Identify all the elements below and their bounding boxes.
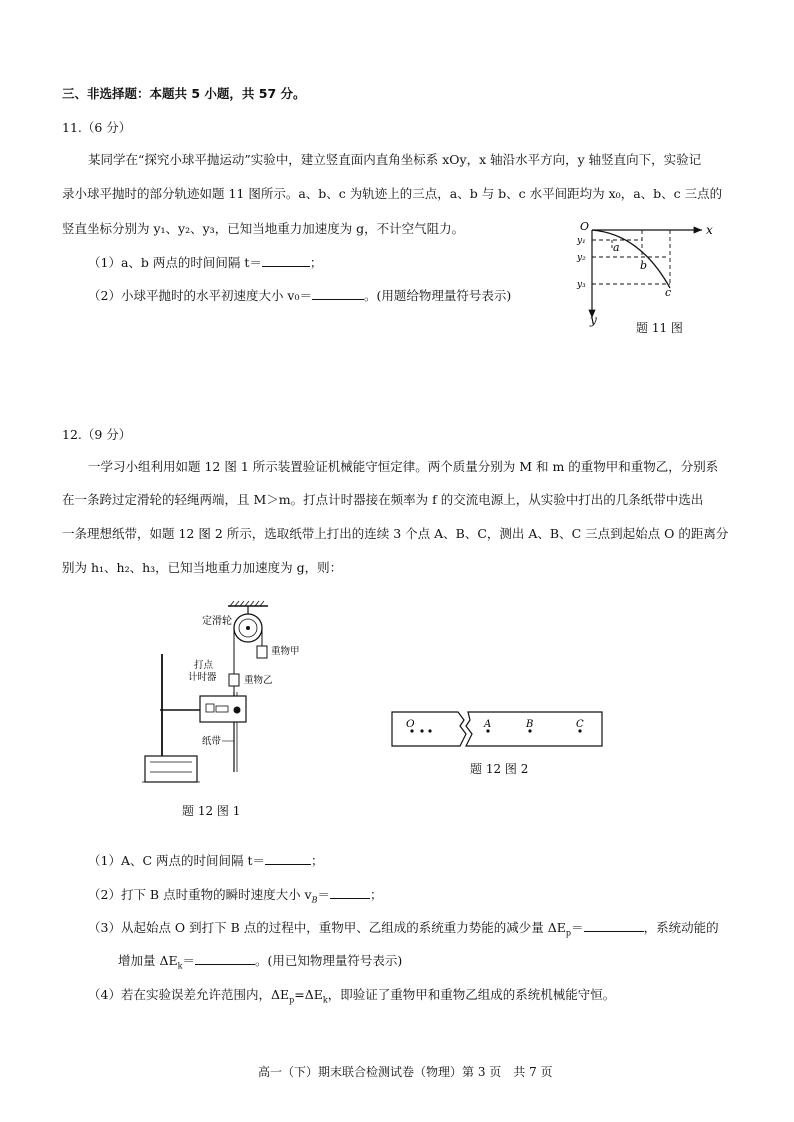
q12-sub2-equals: ＝ bbox=[317, 887, 331, 902]
q12-sub4-text-c: ，即验证了重物甲和重物乙组成的系统机械能守恒。 bbox=[327, 987, 616, 1002]
q12-sub3-text-a: （3）从起始点 O 到打下 B 点的过程中，重物甲、乙组成的系统重力势能的减少量 ΔE bbox=[88, 920, 566, 935]
y-axis-label: y bbox=[590, 313, 597, 327]
q12-sub3-kinetic-blank[interactable] bbox=[195, 952, 255, 965]
q12-sub2-end: ； bbox=[370, 887, 383, 902]
y1-label: y₁ bbox=[577, 236, 586, 246]
q11-paragraph-line-3: 竖直坐标分别为 y₁、y₂、y₃，已知当地重力加速度为 g，不计空气阻力。 bbox=[62, 221, 465, 236]
q12-sub-question-1 bbox=[88, 851, 324, 869]
q12-figure-1-caption: 题 12 图 1 bbox=[182, 804, 241, 818]
q12-sub2-answer-blank[interactable] bbox=[330, 886, 370, 899]
x-axis-label: x bbox=[706, 223, 713, 237]
q12-sub-question-3-line-1 bbox=[88, 918, 719, 938]
q11-sub1-end: ； bbox=[309, 255, 323, 270]
q12-sub4-text-b: =ΔE bbox=[294, 987, 323, 1002]
q12-sub-question-3-line-2 bbox=[118, 951, 402, 971]
q11-paragraph-line-2: 录小球平抛时的部分轨迹如题 11 图所示。a、b、c 为轨迹上的三点，a、b 与 b、c 水平间距均为 x₀，a、b、c 三点的 bbox=[62, 186, 723, 201]
q12-sub3-text-e: 。(用已知物理量符号表示) bbox=[255, 953, 403, 968]
q12-paragraph-line-3: 一条理想纸带，如题 12 图 2 所示，选取纸带上打出的连续 3 个点 A、B、C，测出 A、B、C 三点到起始点 O 的距离分 bbox=[62, 526, 729, 541]
q12-sub3-equals-2: ＝ bbox=[182, 953, 196, 968]
q12-sub4-text-a: （4）若在实验误差允许范围内，ΔE bbox=[88, 987, 290, 1002]
y3-label: y₃ bbox=[577, 280, 586, 290]
tape-label: 纸带 bbox=[202, 736, 222, 747]
q12-paper-tape-figure bbox=[390, 708, 605, 750]
tape-label-a: A bbox=[484, 719, 492, 730]
weight-yi-label: 重物乙 bbox=[244, 675, 273, 686]
q11-sub2-text: （2）小球平抛时的水平初速度大小 v₀＝ bbox=[88, 288, 312, 303]
q12-paragraph-line-2: 在一条跨过定滑轮的轻绳两端，且 M＞m。打点计时器接在频率为 f 的交流电源上，从实验中打出的几条纸带中选出 bbox=[62, 492, 704, 507]
q12-sub2-subscript: B bbox=[311, 895, 318, 905]
q11-sub1-answer-blank[interactable] bbox=[262, 254, 310, 267]
q11-figure-caption: 题 11 图 bbox=[636, 321, 683, 335]
weight-jia-block bbox=[257, 646, 267, 658]
q11-sub1-text: （1）a、b 两点的时间间隔 t＝ bbox=[88, 255, 262, 270]
q12-sub3-text-d: 增加量 ΔE bbox=[118, 953, 178, 968]
q12-sub1-answer-blank[interactable] bbox=[265, 852, 311, 865]
tape-label-b: B bbox=[526, 719, 534, 730]
q12-sub3-subscript-p: p bbox=[565, 928, 572, 938]
q12-paragraph-line-1: 一学习小组利用如题 12 图 1 所示装置验证机械能守恒定律。两个质量分别为 M 和 m 的重物甲和重物乙，分别系 bbox=[88, 459, 719, 474]
q11-header: 11.（6 分） bbox=[62, 120, 132, 135]
q12-sub4-subscript-k: k bbox=[322, 995, 328, 1005]
q12-sub3-subscript-k: k bbox=[177, 961, 183, 971]
q12-apparatus-figure bbox=[140, 596, 320, 794]
q12-sub1-text: （1）A、C 两点的时间间隔 t＝ bbox=[88, 853, 266, 868]
q12-sub3-equals: ＝ bbox=[571, 920, 584, 935]
q11-sub2-end: 。(用题给物理量符号表示) bbox=[364, 288, 512, 303]
origin-label: O bbox=[580, 220, 590, 233]
q12-paragraph-line-4: 别为 h₁、h₂、h₃，已知当地重力加速度为 g，则： bbox=[62, 560, 343, 575]
q12-sub1-end: ； bbox=[311, 853, 324, 868]
q11-paragraph-line-1: 某同学在“探究小球平抛运动”实验中，建立竖直面内直角坐标系 xOy，x 轴沿水平方向，y 轴竖直向下，实验记 bbox=[88, 152, 702, 167]
timer-label-line-1: 打点 bbox=[194, 660, 214, 671]
q12-header: 12.（9 分） bbox=[62, 427, 132, 442]
q11-sub-question-1 bbox=[88, 253, 322, 271]
page-footer: 高一（下）期末联合检测试卷（物理）第 3 页 共 7 页 bbox=[258, 1065, 553, 1079]
weight-yi-block bbox=[229, 674, 239, 686]
trajectory-curve bbox=[592, 230, 670, 288]
pulley-label: 定滑轮 bbox=[202, 616, 232, 627]
q12-figure-2-caption: 题 12 图 2 bbox=[470, 762, 529, 776]
timer-label-line-2: 计时器 bbox=[188, 672, 217, 683]
q12-sub3-text-c: ，系统动能的 bbox=[643, 920, 719, 935]
tape-label-o: O bbox=[406, 718, 415, 730]
point-a-label: a bbox=[613, 241, 620, 254]
tape-label-c: C bbox=[576, 719, 584, 730]
q12-sub4-subscript-p: p bbox=[289, 995, 295, 1005]
q11-sub-question-2 bbox=[88, 286, 511, 304]
weight-jia-label: 重物甲 bbox=[271, 646, 300, 657]
q12-sub3-potential-blank[interactable] bbox=[584, 919, 644, 932]
section-title: 三、非选择题：本题共 5 小题，共 57 分。 bbox=[62, 86, 306, 101]
q11-sub2-answer-blank[interactable] bbox=[312, 287, 364, 300]
point-c-label: c bbox=[665, 286, 672, 299]
q12-sub2-text: （2）打下 B 点时重物的瞬时速度大小 v bbox=[88, 887, 312, 902]
q12-sub-question-4 bbox=[88, 985, 615, 1005]
y2-label: y₂ bbox=[577, 253, 586, 263]
q12-sub-question-2 bbox=[88, 885, 383, 905]
point-b-label: b bbox=[640, 259, 648, 272]
